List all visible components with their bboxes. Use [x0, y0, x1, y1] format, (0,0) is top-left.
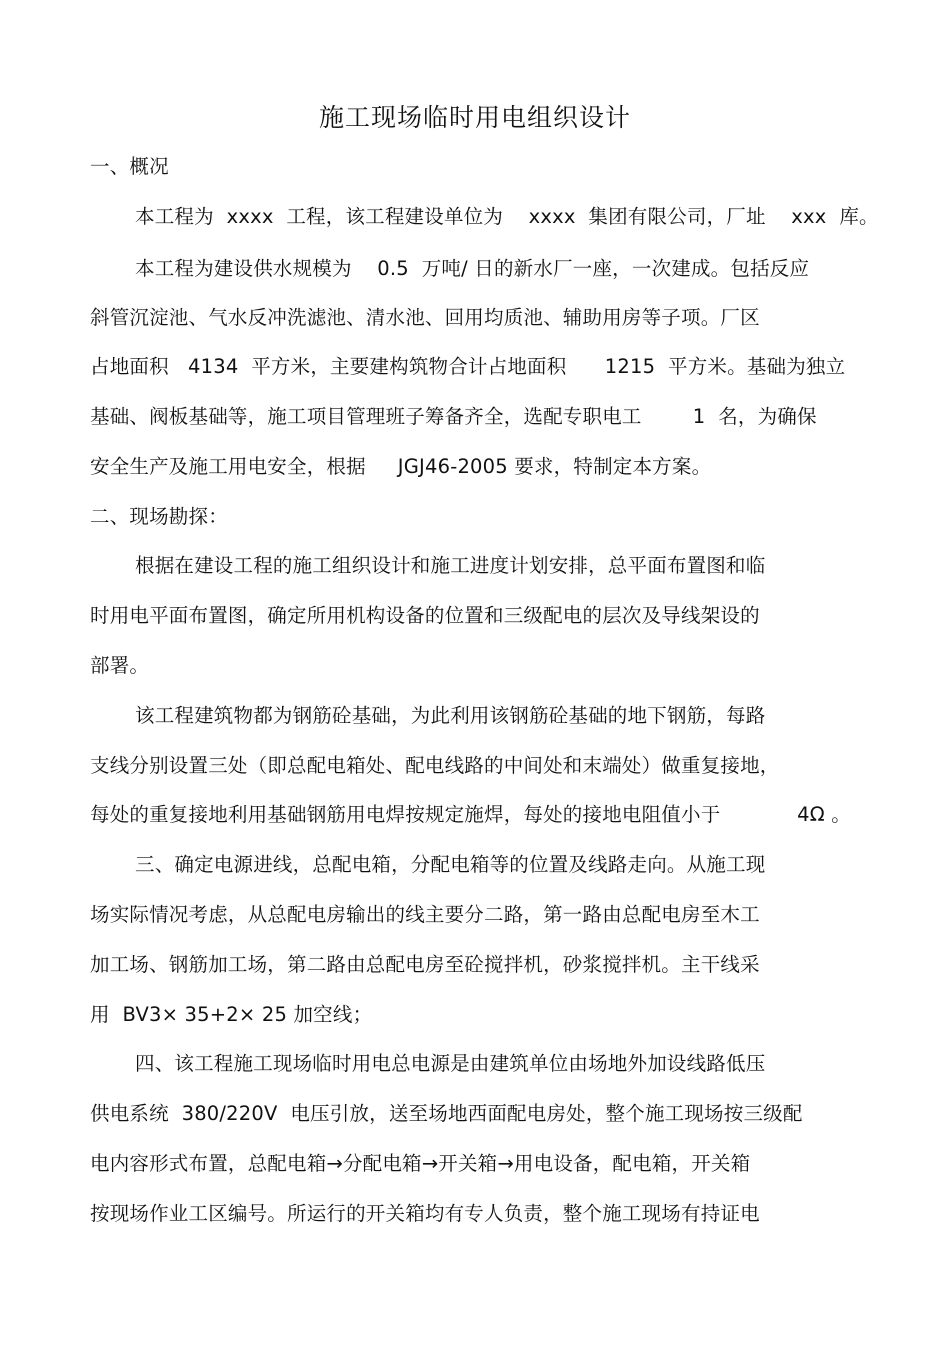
paragraph-line: 本工程为 xxxx 工程，该工程建设单位为 xxxx 集团有限公司，厂址 xxx 库。 [135, 205, 879, 228]
paragraph-line: 每处的重复接地利用基础钢筋用电焊按规定施焊，每处的接地电阻值小于 4Ω 。 [90, 803, 851, 826]
paragraph-line: 用 BV3× 35+2× 25 加空线； [90, 1003, 373, 1026]
paragraph-line: 基础、阀板基础等，施工项目管理班子筹备齐全，选配专职电工 1 名，为确保 [90, 405, 817, 428]
paragraph-line: 加工场、钢筋加工场，第二路由总配电房至砼搅拌机，砂浆搅拌机。主干线采 [90, 953, 760, 976]
paragraph-line: 三、确定电源进线，总配电箱，分配电箱等的位置及线路走向。从施工现 [135, 853, 766, 876]
paragraph-line: 斜管沉淀池、气水反冲洗滤池、清水池、回用均质池、辅助用房等子项。厂区 [90, 306, 760, 329]
paragraph-line: 时用电平面布置图，确定所用机构设备的位置和三级配电的层次及导线架设的 [90, 604, 760, 627]
paragraph-line: 供电系统 380/220V 电压引放，送至场地西面配电房处，整个施工现场按三级配 [90, 1102, 803, 1125]
paragraph-line: 根据在建设工程的施工组织设计和施工进度计划安排，总平面布置图和临 [135, 554, 766, 577]
document-title: 施工现场临时用电组织设计 [318, 103, 631, 132]
section-heading: 二、现场勘探： [90, 505, 228, 528]
paragraph-line: 占地面积 4134 平方米，主要建构筑物合计占地面积 1215 平方米。基础为独立 [90, 355, 846, 378]
paragraph-line: 支线分别设置三处（即总配电箱处、配电线路的中间处和末端处）做重复接地， [90, 754, 780, 777]
paragraph-line: 电内容形式布置，总配电箱→分配电箱→开关箱→用电设备，配电箱，开关箱 [90, 1152, 751, 1175]
section-heading: 一、概况 [90, 155, 169, 178]
paragraph-line: 安全生产及施工用电安全，根据 JGJ46-2005 要求，特制定本方案。 [90, 455, 712, 478]
paragraph-line: 按现场作业工区编号。所运行的开关箱均有专人负责，整个施工现场有持证电 [90, 1202, 760, 1225]
paragraph-line: 场实际情况考虑，从总配电房输出的线主要分二路，第一路由总配电房至木工 [90, 903, 760, 926]
paragraph-line: 本工程为建设供水规模为 0.5 万吨/ 日的新水厂一座，一次建成。包括反应 [135, 257, 810, 280]
paragraph-line: 四、该工程施工现场临时用电总电源是由建筑单位由场地外加设线路低压 [135, 1052, 766, 1075]
paragraph-line: 部署。 [90, 654, 150, 677]
paragraph-line: 该工程建筑物都为钢筋砼基础，为此利用该钢筋砼基础的地下钢筋，每路 [135, 704, 766, 727]
